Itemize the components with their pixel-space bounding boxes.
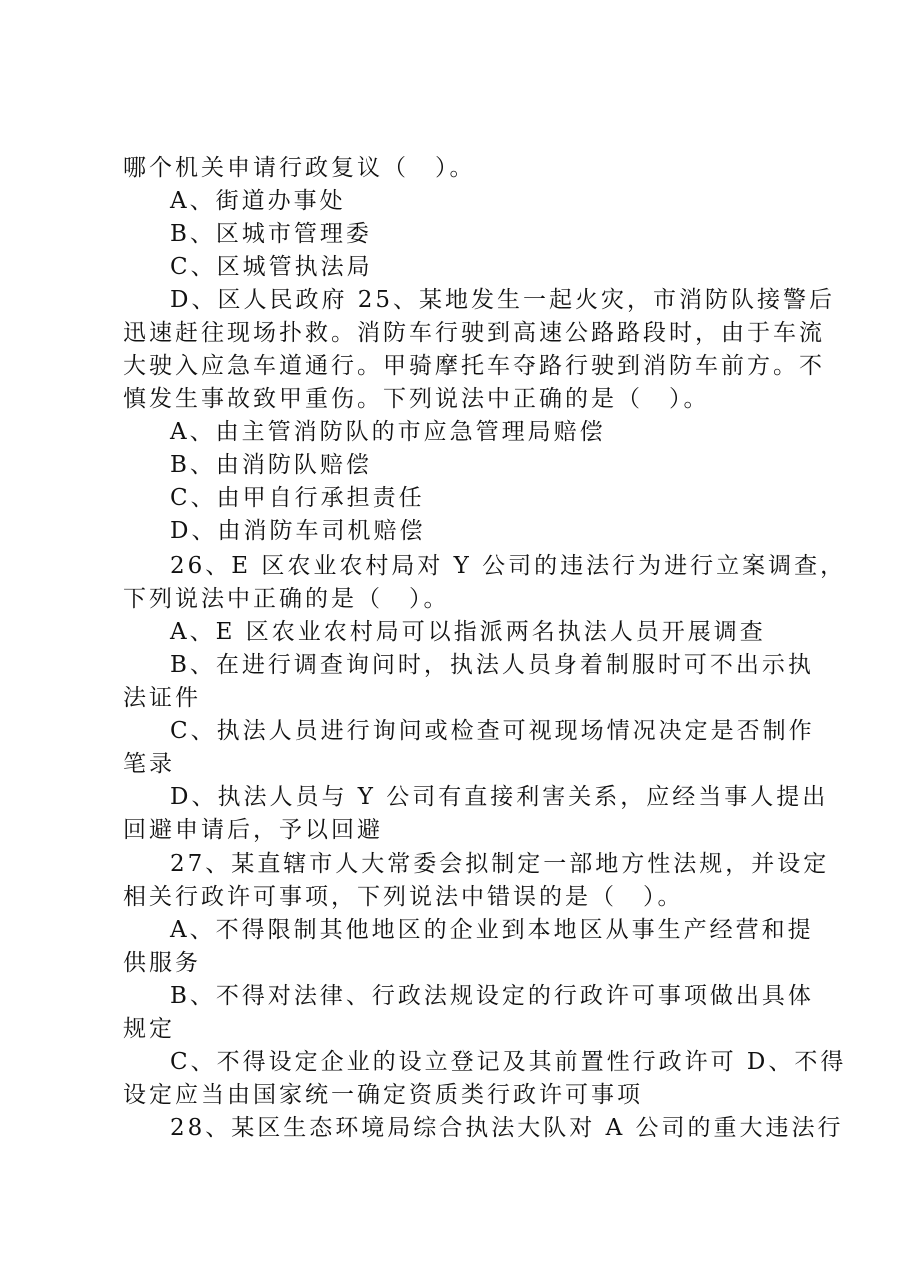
text-line: 回避申请后，予以回避 bbox=[123, 817, 383, 843]
option-line: D、区人民政府 25、某地发生一起火灾，市消防队接警后 bbox=[170, 287, 836, 313]
option-line: D、由消防车司机赔偿 bbox=[170, 518, 426, 544]
option-line: B、由消防队赔偿 bbox=[170, 452, 372, 478]
text-line: 下列说法中正确的是（ ）。 bbox=[123, 586, 450, 612]
text-line: 设定应当由国家统一确定资质类行政许可事项 bbox=[123, 1082, 643, 1108]
option-line: D、执法人员与 Y 公司有直接利害关系，应经当事人提出 bbox=[170, 784, 829, 810]
option-line: A、街道办事处 bbox=[170, 188, 346, 214]
text-line: 哪个机关申请行政复议（ ）。 bbox=[123, 155, 476, 181]
option-line: B、区城市管理委 bbox=[170, 221, 372, 247]
option-line: B、在进行调查询问时，执法人员身着制服时可不出示执 bbox=[170, 652, 814, 678]
question-line: 28、某区生态环境局综合执法大队对 A 公司的重大违法行 bbox=[170, 1115, 844, 1141]
option-line: A、不得限制其他地区的企业到本地区从事生产经营和提 bbox=[170, 917, 814, 943]
text-line: 法证件 bbox=[123, 685, 201, 711]
option-line: C、执法人员进行询问或检查可视现场情况决定是否制作 bbox=[170, 718, 815, 744]
text-line: 规定 bbox=[123, 1016, 175, 1042]
question-line: 26、E 区农业农村局对 Y 公司的违法行为进行立案调查， bbox=[170, 553, 847, 579]
option-line: C、区城管执法局 bbox=[170, 254, 373, 280]
option-line: B、不得对法律、行政法规设定的行政许可事项做出具体 bbox=[170, 983, 814, 1009]
text-line: 慎发生事故致甲重伤。下列说法中正确的是（ ）。 bbox=[123, 386, 710, 412]
option-line: C、不得设定企业的设立登记及其前置性行政许可 D、不得 bbox=[170, 1049, 847, 1075]
text-line: 供服务 bbox=[123, 950, 201, 976]
option-line: C、由甲自行承担责任 bbox=[170, 485, 425, 511]
text-line: 相关行政许可事项，下列说法中错误的是（ ）。 bbox=[123, 884, 684, 910]
text-line: 笔录 bbox=[123, 751, 175, 777]
text-line: 迅速赶往现场扑救。消防车行驶到高速公路路段时，由于车流 bbox=[123, 320, 825, 346]
question-line: 27、某直辖市人大常委会拟制定一部地方性法规，并设定 bbox=[170, 851, 830, 877]
option-line: A、E 区农业农村局可以指派两名执法人员开展调查 bbox=[170, 619, 766, 645]
text-line: 大驶入应急车道通行。甲骑摩托车夺路行驶到消防车前方。不 bbox=[123, 353, 825, 379]
option-line: A、由主管消防队的市应急管理局赔偿 bbox=[170, 419, 606, 445]
